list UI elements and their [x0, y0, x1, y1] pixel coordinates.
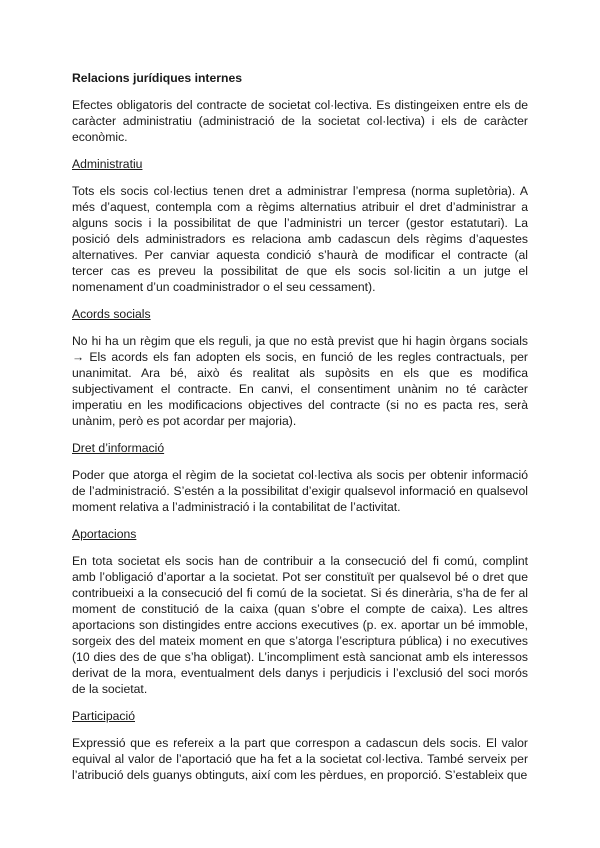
section-heading-acords-socials: Acords socials [72, 307, 151, 321]
intro-paragraph: Efectes obligatoris del contracte de societat col·lectiva. Es distingeixen entre els de caràcter administratiu (administració de la societat col·lectiva) i els de caràcter econòmic. [72, 98, 528, 144]
section-body-acords-socials: No hi ha un règim que els reguli, ja que no està previst que hi hagin òrgans socials → Els acords els fan adopten els socis, en funció de les regles contractuals, per unanimitat. Ara bé, això és realitat als supòsits en els que es modifica subjectivament el contracte. En canvi, el consentiment unànim no té caràcter imperatiu en les modificacions objectives del contracte (si no es pacta res, serà unànim, però es pot acordar per majoria). [72, 334, 528, 428]
section-heading-participacio: Participació [72, 709, 135, 723]
document-title: Relacions jurídiques internes [72, 71, 242, 85]
section-body-administratiu: Tots els socis col·lectius tenen dret a administrar l’empresa (norma supletòria). A més d’aquest, contempla com a règims alternatius atribuir el dret d’administrar a alguns socis i la possibilitat de que l’administri un tercer (gestor estatutari). La posició dels administradors es relaciona amb cadascun dels règims d’aquestes alternatives. Per canviar aquesta condició s’haurà de modificar el contracte (al tercer cas es preveu la possibilitat de que els socis sol·licitin a un jutge el nomenament d’un coadministrador o el seu cessament). [72, 184, 528, 294]
section-body-dret-informacio: Poder que atorga el règim de la societat col·lectiva als socis per obtenir informació de l’administració. S’estén a la possibilitat d’exigir qualsevol informació en qualsevol moment relativa a l’administració i la contabilitat de l’activitat. [72, 468, 528, 514]
section-body-participacio: Expressió que es refereix a la part que correspon a cadascun dels socis. El valor equival al valor de l’aportació que ha fet a la societat col·lectiva. També serveix per l’atribució dels guanys obtinguts, així com les pèrdues, en proporció. S’estableix que [72, 736, 528, 782]
section-heading-dret-informacio: Dret d’informació [72, 441, 165, 455]
section-body-aportacions: En tota societat els socis han de contribuir a la consecució del fi comú, complint amb l’obligació d’aportar a la societat. Pot ser constituït per qualsevol bé o dret que contribueixi a la consecució del fi comú de la societat. Si és dinerària, s’ha de fer al moment de constitució de la caixa (quan s’obre el compte de caixa). Les altres aportacions son distingides entre accions executives (p. ex. aportar un bé immoble, sorgeix des del mateix moment en que s’atorga l’escriptura pública) i no executives (10 dies des de que s’ha obligat). L’incompliment està sancionat amb els interessos derivat de la mora, eventualment dels danys i perjudicis i l’exclusió del soci morós de la societat. [72, 554, 528, 696]
section-heading-administratiu: Administratiu [72, 157, 143, 171]
section-heading-aportacions: Aportacions [72, 527, 137, 541]
